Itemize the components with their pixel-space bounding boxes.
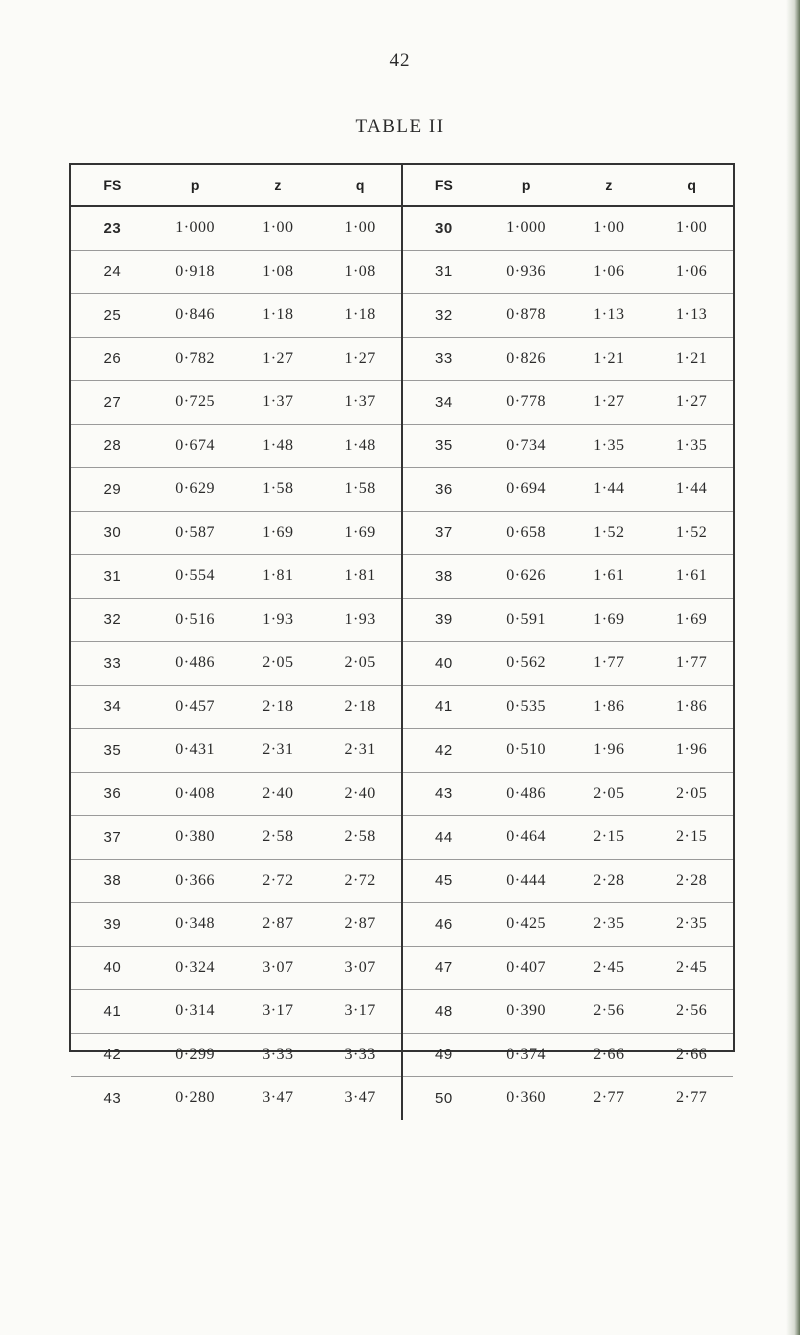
table-row	[71, 424, 733, 468]
cell-p-left: 0·457	[154, 685, 237, 729]
cell-q-left: 1·27	[319, 337, 402, 381]
table-frame	[69, 163, 735, 1107]
cell-p-left: 0·380	[154, 816, 237, 860]
cell-z-left: 3·33	[237, 1033, 320, 1077]
data-table	[71, 165, 733, 1120]
header-z-left: z	[237, 165, 320, 206]
cell-q-left: 2·58	[319, 816, 402, 860]
cell-z-left: 3·47	[262, 1089, 294, 1107]
cell-z-right: 2·56	[568, 990, 651, 1034]
cell-q-left: 3·33	[319, 1033, 402, 1077]
cell-z-left: 1·00	[237, 206, 320, 250]
table-row	[71, 990, 733, 1034]
cell-z-left: 1·08	[237, 250, 320, 294]
cell-q-right: 1·61	[650, 555, 733, 599]
cell-fs-left: 31	[71, 555, 154, 599]
cell-z-left: 1·18	[237, 294, 320, 338]
table-body	[71, 206, 733, 1120]
table-row	[71, 1033, 733, 1077]
cell-fs-right: 39	[402, 598, 485, 642]
cell-p-right: 0·390	[485, 990, 568, 1034]
table-row	[71, 903, 733, 947]
cell-fs-left: 23	[71, 206, 154, 250]
table-row	[71, 598, 733, 642]
cell-fs-right: 46	[402, 903, 485, 947]
cell-q-right: 2·77	[675, 1089, 708, 1107]
table-row	[71, 772, 733, 816]
cell-q-right: 2·15	[650, 816, 733, 860]
cell-fs-left: 43	[103, 1089, 122, 1107]
table-row	[71, 642, 733, 686]
cell-q-left: 2·31	[319, 729, 402, 773]
cell-p-right: 0·360	[506, 1089, 547, 1107]
cell-fs-left: 34	[71, 685, 154, 729]
cell-q-right: 1·35	[650, 424, 733, 468]
cell-z-left: 2·40	[237, 772, 320, 816]
cell-p-left: 0·431	[154, 729, 237, 773]
cell-z-right: 2·15	[568, 816, 651, 860]
cell-fs-right: 34	[402, 381, 485, 425]
cell-fs-right: 49	[402, 1033, 485, 1077]
cell-p-right: 0·407	[485, 946, 568, 990]
cell-p-right: 0·444	[485, 859, 568, 903]
page-number: 42	[389, 50, 411, 71]
cell-p-left: 0·629	[154, 468, 237, 512]
cell-z-right: 1·52	[568, 511, 651, 555]
cell-q-right: 1·00	[650, 206, 733, 250]
cell-q-right: 2·66	[650, 1033, 733, 1077]
cell-fs-right: 31	[402, 250, 485, 294]
cell-p-right: 1·000	[485, 206, 568, 250]
cell-z-left: 1·37	[237, 381, 320, 425]
header-fs-right: FS	[402, 165, 485, 206]
cell-fs-left: 41	[71, 990, 154, 1034]
cell-fs-left: 24	[71, 250, 154, 294]
cell-z-right: 1·00	[568, 206, 651, 250]
table-row	[71, 511, 733, 555]
cell-z-right: 1·96	[568, 729, 651, 773]
table-row	[71, 294, 733, 338]
cell-z-left: 1·93	[237, 598, 320, 642]
cell-z-right: 1·21	[568, 337, 651, 381]
cell-p-left: 0·554	[154, 555, 237, 599]
cell-q-right: 1·52	[650, 511, 733, 555]
cell-fs-right: 50	[402, 1077, 485, 1120]
cell-q-left: 2·72	[319, 859, 402, 903]
cell-z-right: 1·06	[568, 250, 651, 294]
cell-q-left: 1·37	[319, 381, 402, 425]
cell-q-right: 1·96	[650, 729, 733, 773]
cell-q-right: 1·86	[650, 685, 733, 729]
cell-z-left: 2·18	[237, 685, 320, 729]
cell-p-right: 0·658	[485, 511, 568, 555]
cell-p-right: 0·694	[485, 468, 568, 512]
table-row	[71, 946, 733, 990]
cell-p-right: 0·374	[485, 1033, 568, 1077]
cell-fs-left: 28	[71, 424, 154, 468]
table-caption: TABLE II	[355, 116, 445, 137]
cell-q-left: 2·18	[319, 685, 402, 729]
cell-fs-left: 27	[71, 381, 154, 425]
table-row	[71, 685, 733, 729]
cell-fs-left: 36	[71, 772, 154, 816]
header-z-right: z	[568, 165, 651, 206]
cell-p-right: 0·778	[485, 381, 568, 425]
cell-fs-right: 48	[402, 990, 485, 1034]
cell-q-right: 1·13	[650, 294, 733, 338]
cell-p-left: 0·587	[154, 511, 237, 555]
cell-q-right: 2·45	[650, 946, 733, 990]
cell-fs-left: 42	[71, 1033, 154, 1077]
cell-fs-right: 38	[402, 555, 485, 599]
cell-z-left: 1·48	[237, 424, 320, 468]
cell-fs-left: 26	[71, 337, 154, 381]
cell-z-right: 2·77	[593, 1089, 625, 1107]
cell-q-right: 1·77	[650, 642, 733, 686]
cell-fs-right: 44	[402, 816, 485, 860]
cell-p-right: 0·591	[485, 598, 568, 642]
cell-p-right: 0·535	[485, 685, 568, 729]
table-row	[71, 859, 733, 903]
cell-z-left: 2·05	[237, 642, 320, 686]
cell-z-left: 1·69	[237, 511, 320, 555]
cell-q-left: 1·00	[319, 206, 402, 250]
cell-z-right: 2·45	[568, 946, 651, 990]
cell-q-left: 1·18	[319, 294, 402, 338]
cell-z-left: 3·07	[237, 946, 320, 990]
cell-p-right: 0·826	[485, 337, 568, 381]
header-q-left: q	[319, 165, 402, 206]
table-row	[71, 337, 733, 381]
cell-p-right: 0·626	[485, 555, 568, 599]
cell-z-right: 2·05	[568, 772, 651, 816]
cell-q-right: 1·27	[650, 381, 733, 425]
cell-p-left: 0·846	[154, 294, 237, 338]
cell-q-right: 1·06	[650, 250, 733, 294]
cell-z-right: 1·69	[568, 598, 651, 642]
cell-p-right: 0·510	[485, 729, 568, 773]
cell-fs-right: 41	[402, 685, 485, 729]
table-row	[71, 206, 733, 250]
cell-p-left: 0·324	[154, 946, 237, 990]
table-row	[71, 468, 733, 512]
cell-p-left: 0·299	[154, 1033, 237, 1077]
cell-z-right: 2·28	[568, 859, 651, 903]
cell-fs-right: 40	[402, 642, 485, 686]
cell-fs-left: 40	[71, 946, 154, 990]
cell-p-left: 0·314	[154, 990, 237, 1034]
cell-fs-right: 47	[402, 946, 485, 990]
cell-fs-left: 29	[71, 468, 154, 512]
table-row	[71, 816, 733, 860]
cell-q-left: 1·81	[319, 555, 402, 599]
cell-z-left: 2·58	[237, 816, 320, 860]
cell-fs-right: 30	[402, 206, 485, 250]
cell-q-left: 1·48	[319, 424, 402, 468]
cell-z-left: 3·17	[237, 990, 320, 1034]
cell-q-right: 2·56	[650, 990, 733, 1034]
cell-fs-left: 33	[71, 642, 154, 686]
table-header	[71, 165, 733, 206]
table-row	[71, 1077, 733, 1120]
cell-p-left: 1·000	[154, 206, 237, 250]
cell-z-right: 2·66	[568, 1033, 651, 1077]
cell-p-right: 0·562	[485, 642, 568, 686]
table-row	[71, 381, 733, 425]
cell-q-right: 2·35	[650, 903, 733, 947]
cell-fs-right: 32	[402, 294, 485, 338]
header-p-right: p	[485, 165, 568, 206]
cell-fs-left: 38	[71, 859, 154, 903]
cell-q-left: 2·87	[319, 903, 402, 947]
cell-p-left: 0·918	[154, 250, 237, 294]
cell-q-left: 2·40	[319, 772, 402, 816]
cell-z-right: 1·35	[568, 424, 651, 468]
cell-p-left: 0·486	[154, 642, 237, 686]
cell-q-left: 2·05	[319, 642, 402, 686]
cell-z-left: 1·27	[237, 337, 320, 381]
cell-fs-right: 45	[402, 859, 485, 903]
cell-p-right: 0·425	[485, 903, 568, 947]
cell-p-left: 0·408	[154, 772, 237, 816]
cell-q-left: 1·08	[319, 250, 402, 294]
cell-p-right: 0·878	[485, 294, 568, 338]
cell-p-right: 0·936	[485, 250, 568, 294]
cell-p-left: 0·366	[154, 859, 237, 903]
cell-q-left: 3·47	[344, 1089, 376, 1107]
cell-q-right: 1·69	[650, 598, 733, 642]
cell-p-right: 0·464	[485, 816, 568, 860]
table-row	[71, 729, 733, 773]
cell-z-left: 2·31	[237, 729, 320, 773]
cell-q-left: 1·69	[319, 511, 402, 555]
header-q-right: q	[650, 165, 733, 206]
cell-q-right: 2·28	[650, 859, 733, 903]
cell-q-right: 1·21	[650, 337, 733, 381]
cell-q-left: 1·58	[319, 468, 402, 512]
header-fs-left: FS	[71, 165, 154, 206]
cell-fs-right: 36	[402, 468, 485, 512]
cell-p-left: 0·348	[154, 903, 237, 947]
cell-z-left: 2·72	[237, 859, 320, 903]
cell-fs-left: 32	[71, 598, 154, 642]
cell-fs-left: 25	[71, 294, 154, 338]
cell-z-right: 1·27	[568, 381, 651, 425]
cell-z-right: 1·13	[568, 294, 651, 338]
header-row	[71, 165, 733, 206]
cell-p-left: 0·280	[175, 1089, 216, 1107]
cell-q-left: 1·93	[319, 598, 402, 642]
cell-fs-right: 42	[402, 729, 485, 773]
cell-z-right: 1·77	[568, 642, 651, 686]
cell-q-left: 3·07	[319, 946, 402, 990]
cell-z-right: 1·61	[568, 555, 651, 599]
cell-z-left: 1·81	[237, 555, 320, 599]
cell-z-right: 2·35	[568, 903, 651, 947]
cell-z-left: 2·87	[237, 903, 320, 947]
cell-p-left: 0·674	[154, 424, 237, 468]
cell-fs-left: 39	[71, 903, 154, 947]
cell-p-right: 0·734	[485, 424, 568, 468]
cell-z-right: 1·86	[568, 685, 651, 729]
cell-p-right: 0·486	[485, 772, 568, 816]
table-row	[71, 555, 733, 599]
cell-z-left: 1·58	[237, 468, 320, 512]
cell-fs-left: 35	[71, 729, 154, 773]
cell-fs-right: 37	[402, 511, 485, 555]
cell-p-left: 0·725	[154, 381, 237, 425]
cell-fs-right: 33	[402, 337, 485, 381]
cell-q-right: 2·05	[650, 772, 733, 816]
page-edge-shadow	[786, 0, 800, 1335]
cell-fs-left: 30	[71, 511, 154, 555]
cell-fs-left: 37	[71, 816, 154, 860]
cell-fs-right: 35	[402, 424, 485, 468]
cell-q-left: 3·17	[319, 990, 402, 1034]
cell-p-left: 0·782	[154, 337, 237, 381]
cell-fs-right: 43	[402, 772, 485, 816]
table-row	[71, 250, 733, 294]
cell-z-right: 1·44	[568, 468, 651, 512]
cell-p-left: 0·516	[154, 598, 237, 642]
cell-q-right: 1·44	[650, 468, 733, 512]
header-p-left: p	[154, 165, 237, 206]
